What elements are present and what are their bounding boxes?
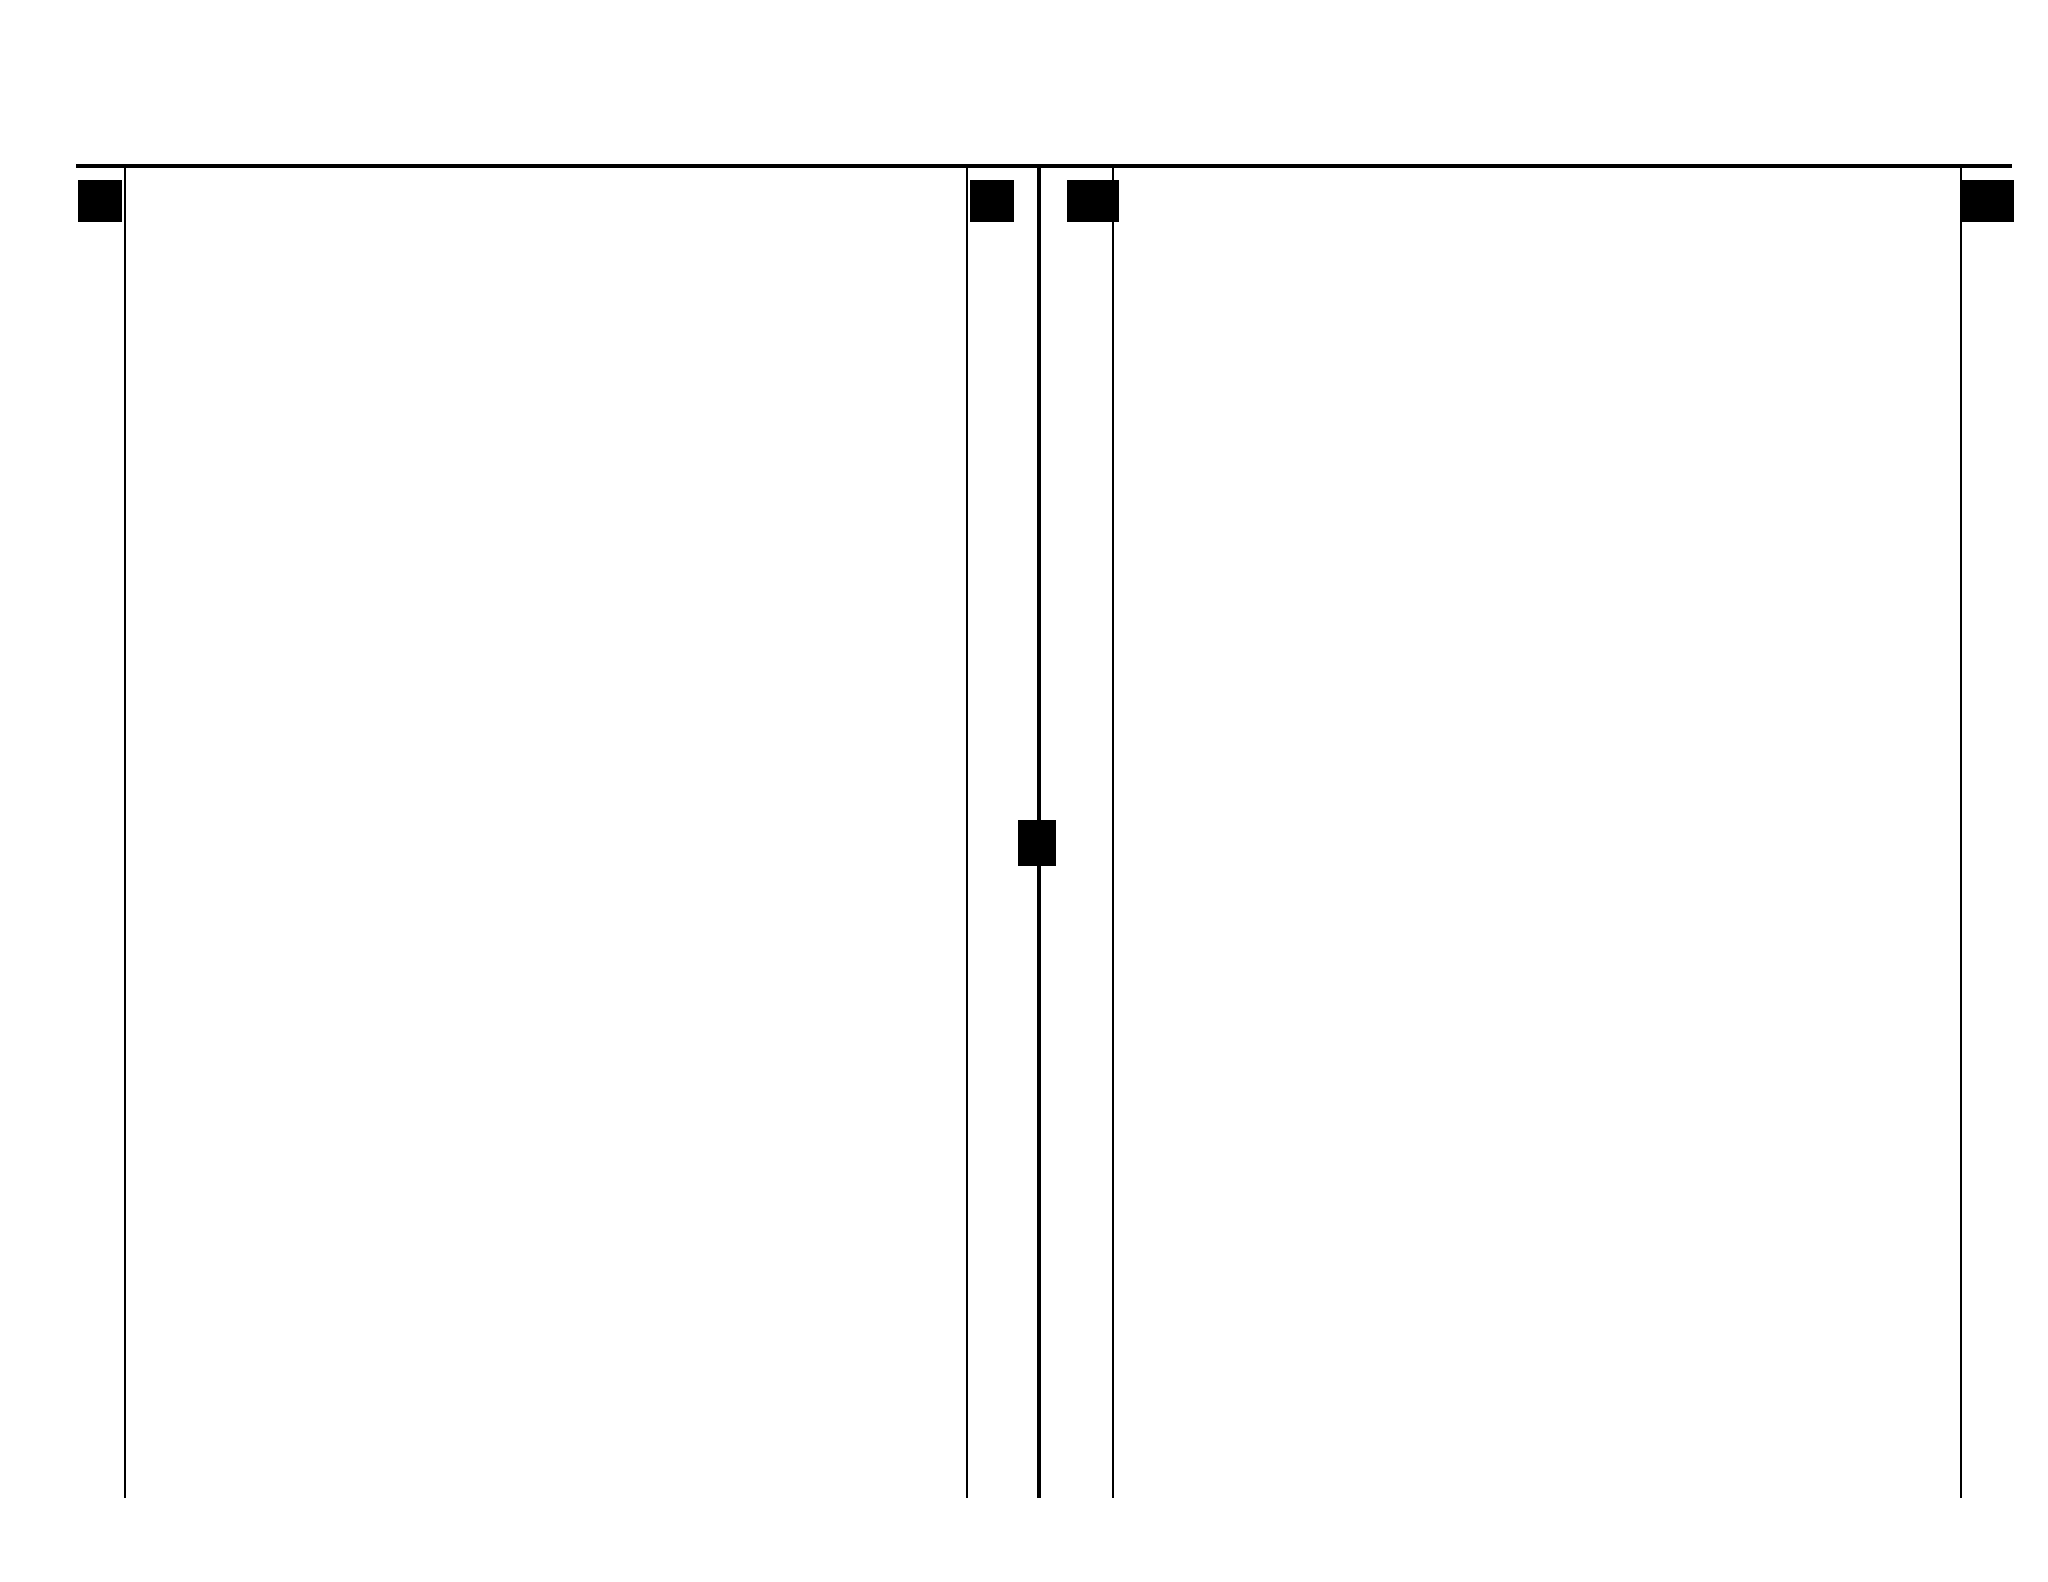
celsius-left-rule xyxy=(1112,168,1114,1498)
fahrenheit-unit-box-right xyxy=(970,180,1014,222)
type-letter-tab xyxy=(1018,820,1056,866)
celsius-right-rule xyxy=(1960,168,1962,1498)
header-rule xyxy=(76,164,2012,168)
fahrenheit-left-rule xyxy=(124,168,126,1498)
celsius-unit-box-right xyxy=(1962,180,2014,222)
fahrenheit-unit-box-left xyxy=(78,180,122,222)
fahrenheit-right-rule xyxy=(966,168,968,1498)
